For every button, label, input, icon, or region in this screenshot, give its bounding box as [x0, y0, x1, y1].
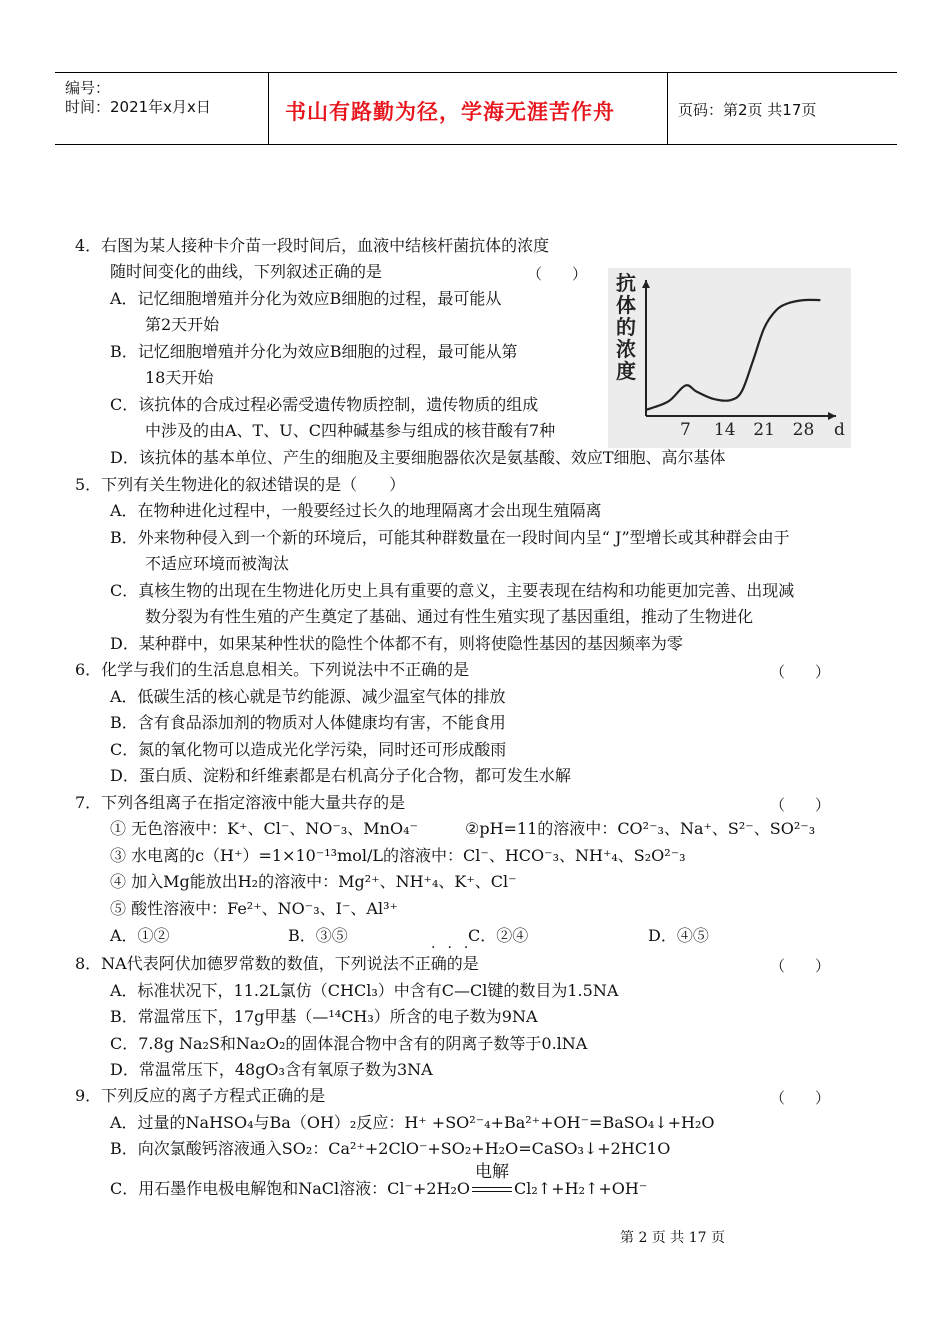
- header-page-label: 页码：第2页 共17页: [678, 101, 817, 119]
- q5-option-c: C．真核生物的出现在生物进化历史上具有重要的意义，主要表现在结构和功能更加完善、出现减: [110, 581, 795, 600]
- y-axis-arrow: [642, 280, 650, 288]
- header-motto: 书山有路勤为径，学海无涯苦作舟: [285, 100, 615, 124]
- q4-option-c-cont: 中涉及的由A、T、U、C四种碱基参与组成的核苷酸有7种: [145, 421, 556, 440]
- q9-answer-bracket: （ ）: [770, 1089, 831, 1107]
- q4-option-b: B．记忆细胞增殖并分化为效应B细胞的过程，最可能从第: [110, 342, 518, 361]
- q7-condition-1-ions: K⁺、Cl⁻、NO⁻₃、MnO₄⁻: [227, 819, 418, 838]
- q7-choice-d: D．④⑤: [648, 926, 709, 945]
- q4-option-d: D．该抗体的基本单位、产生的细胞及主要细胞器依次是氨基酸、效应T细胞、高尔基体: [110, 448, 726, 467]
- q5-stem: 5．下列有关生物进化的叙述错误的是（ ）: [75, 475, 406, 494]
- doc-time-label: 时间：2021年x月x日: [65, 98, 211, 116]
- x-tick-label: 14: [713, 420, 736, 440]
- doc-number-label: 编号：: [65, 79, 111, 97]
- x-tick-label: 21: [753, 420, 775, 440]
- q7-condition-2: [465, 818, 815, 840]
- electrolysis-condition: 电解: [475, 1161, 510, 1182]
- q6-answer-bracket: （ ）: [770, 663, 831, 681]
- q7-condition-2-ions: CO²⁻₃、Na⁺、S²⁻、SO²⁻₃: [617, 819, 816, 838]
- q4-option-a-cont: 第2天开始: [145, 315, 220, 334]
- q5-option-d: D．某种群中，如果某种性状的隐性个体都不有，则将使隐性基因的基因频率为零: [110, 634, 683, 653]
- q8-option-d: D．常温常压下，48gO₃含有氧原子数为3NA: [110, 1060, 433, 1079]
- q6-option-b: B．含有食品添加剂的物质对人体健康均有害，不能食用: [110, 713, 506, 732]
- x-axis-unit: d: [834, 420, 845, 440]
- antibody-curve: [646, 300, 820, 410]
- header-divider-right: [667, 72, 668, 144]
- chart-svg: [608, 268, 851, 448]
- q4-answer-bracket: （ ）: [527, 265, 588, 283]
- x-axis-arrow: [828, 412, 836, 420]
- header-bottom-rule: [55, 144, 897, 145]
- q7-condition-3: [110, 845, 686, 867]
- q9-option-c: [110, 1161, 648, 1200]
- q7-condition-4: [110, 871, 517, 893]
- q7-condition-5: [110, 898, 398, 920]
- q5-option-b-cont: 不适应环境而被淘汰: [145, 554, 290, 573]
- q8-option-a: A．标准状况下，11.2L氯仿（CHCl₃）中含有C—Cl键的数目为1.5NA: [110, 981, 619, 1000]
- emphasis-dots: ···: [431, 940, 481, 956]
- equal-sign-bottom: [472, 1191, 512, 1192]
- q7-condition-4-label: ④ 加入Mg能放出H₂的溶液中：: [110, 872, 339, 891]
- q7-condition-1: [110, 818, 418, 840]
- x-tick-label: 7: [679, 420, 691, 440]
- q7-condition-4-ions: Mg²⁺、NH⁺₄、K⁺、Cl⁻: [338, 872, 517, 891]
- q5-option-b: B．外来物种侵入到一个新的环境后，可能其种群数量在一段时间内呈“ J”型增长或其种群会由于: [110, 528, 790, 547]
- y-axis-label-char: 抗: [616, 271, 636, 295]
- q7-stem: 7．下列各组离子在指定溶液中能大量共存的是: [75, 793, 406, 812]
- y-axis-label-char: 体: [616, 293, 636, 317]
- q7-condition-3-ions: Cl⁻、HCO⁻₃、NH⁺₄、S₂O²⁻₃: [463, 846, 686, 865]
- q7-condition-5-ions: Fe²⁺、NO⁻₃、I⁻、Al³⁺: [227, 899, 398, 918]
- q7-condition-1-label: ① 无色溶液中：: [110, 819, 228, 838]
- antibody-concentration-chart: [608, 268, 851, 448]
- header-top-rule: [55, 72, 897, 73]
- q8-stem: 8．NA代表阿伏加德罗常数的数值，下列说法不正确的是: [75, 954, 479, 973]
- page-footer: 第 2 页 共 17 页: [620, 1230, 725, 1246]
- q5-option-c-cont: 数分裂为有性生殖的产生奠定了基础、通过有性生殖实现了基因重组，推动了生物进化: [145, 607, 754, 626]
- q9-option-b: B．向次氯酸钙溶液通入SO₂：Ca²⁺+2ClO⁻+SO₂+H₂O=CaSO₃↓+2HC1O: [110, 1139, 671, 1158]
- equal-sign-top: [472, 1187, 512, 1188]
- q9-stem: 9．下列反应的离子方程式正确的是: [75, 1086, 326, 1105]
- x-tick-label: 28: [792, 420, 815, 440]
- electrolysis-arrow: [470, 1161, 514, 1195]
- q4-option-b-cont: 18天开始: [145, 368, 214, 387]
- q7-choice-c: C．②④: [468, 926, 529, 945]
- q9-option-a: A．过量的NaHSO₄与Ba（OH）₂反应：H⁺ +SO²⁻₄+Ba²⁺+OH⁻=BaSO₄↓+H₂O: [110, 1113, 715, 1132]
- q7-choice-b: B．③⑤: [288, 926, 348, 945]
- y-axis-label-char: 的: [616, 315, 636, 339]
- q8-option-c: C．7.8g Na₂S和Na₂O₂的固体混合物中含有的阴离子数等于0.lNA: [110, 1034, 588, 1053]
- y-axis-label-char: 度: [616, 359, 636, 383]
- q7-answer-bracket: （ ）: [770, 796, 831, 814]
- q6-option-a: A．低碳生活的核心就是节约能源、减少温室气体的排放: [110, 687, 506, 706]
- q7-condition-5-label: ⑤ 酸性溶液中：: [110, 899, 228, 918]
- q6-option-c: C．氮的氧化物可以造成光化学污染，同时还可形成酸雨: [110, 740, 507, 759]
- q7-condition-2-label: ②pH=11的溶液中：: [465, 819, 618, 838]
- q4-stem-line1: 4．右图为某人接种卡介苗一段时间后，血液中结核杆菌抗体的浓度: [75, 236, 550, 255]
- q6-option-d: D．蛋白质、淀粉和纤维素都是右机高分子化合物，都可发生水解: [110, 766, 571, 785]
- q8-answer-bracket: （ ）: [770, 957, 831, 975]
- header-divider-left: [268, 72, 269, 144]
- q7-choice-a: A．①②: [110, 926, 170, 945]
- q9-option-c-products: Cl₂↑+H₂↑+OH⁻: [514, 1179, 648, 1198]
- q4-option-c: C．该抗体的合成过程必需受遗传物质控制，遗传物质的组成: [110, 395, 539, 414]
- y-axis-label-char: 浓: [616, 337, 636, 361]
- q6-stem: 6．化学与我们的生活息息相关。下列说法中不正确的是: [75, 660, 470, 679]
- q5-option-a: A．在物种进化过程中，一般要经过长久的地理隔离才会出现生殖隔离: [110, 501, 602, 520]
- q9-option-c-reactants: C．用石墨作电极电解饱和NaCl溶液：Cl⁻+2H₂O: [110, 1179, 471, 1198]
- q4-option-a: A．记忆细胞增殖并分化为效应B细胞的过程，最可能从: [110, 289, 502, 308]
- q7-condition-3-label: ③ 水电离的c（H⁺）=1×10⁻¹³mol/L的溶液中：: [110, 846, 464, 865]
- q4-stem-line2: 随时间变化的曲线，下列叙述正确的是: [110, 262, 383, 281]
- q8-option-b: B．常温常压下，17g甲基（—¹⁴CH₃）所含的电子数为9NA: [110, 1007, 538, 1026]
